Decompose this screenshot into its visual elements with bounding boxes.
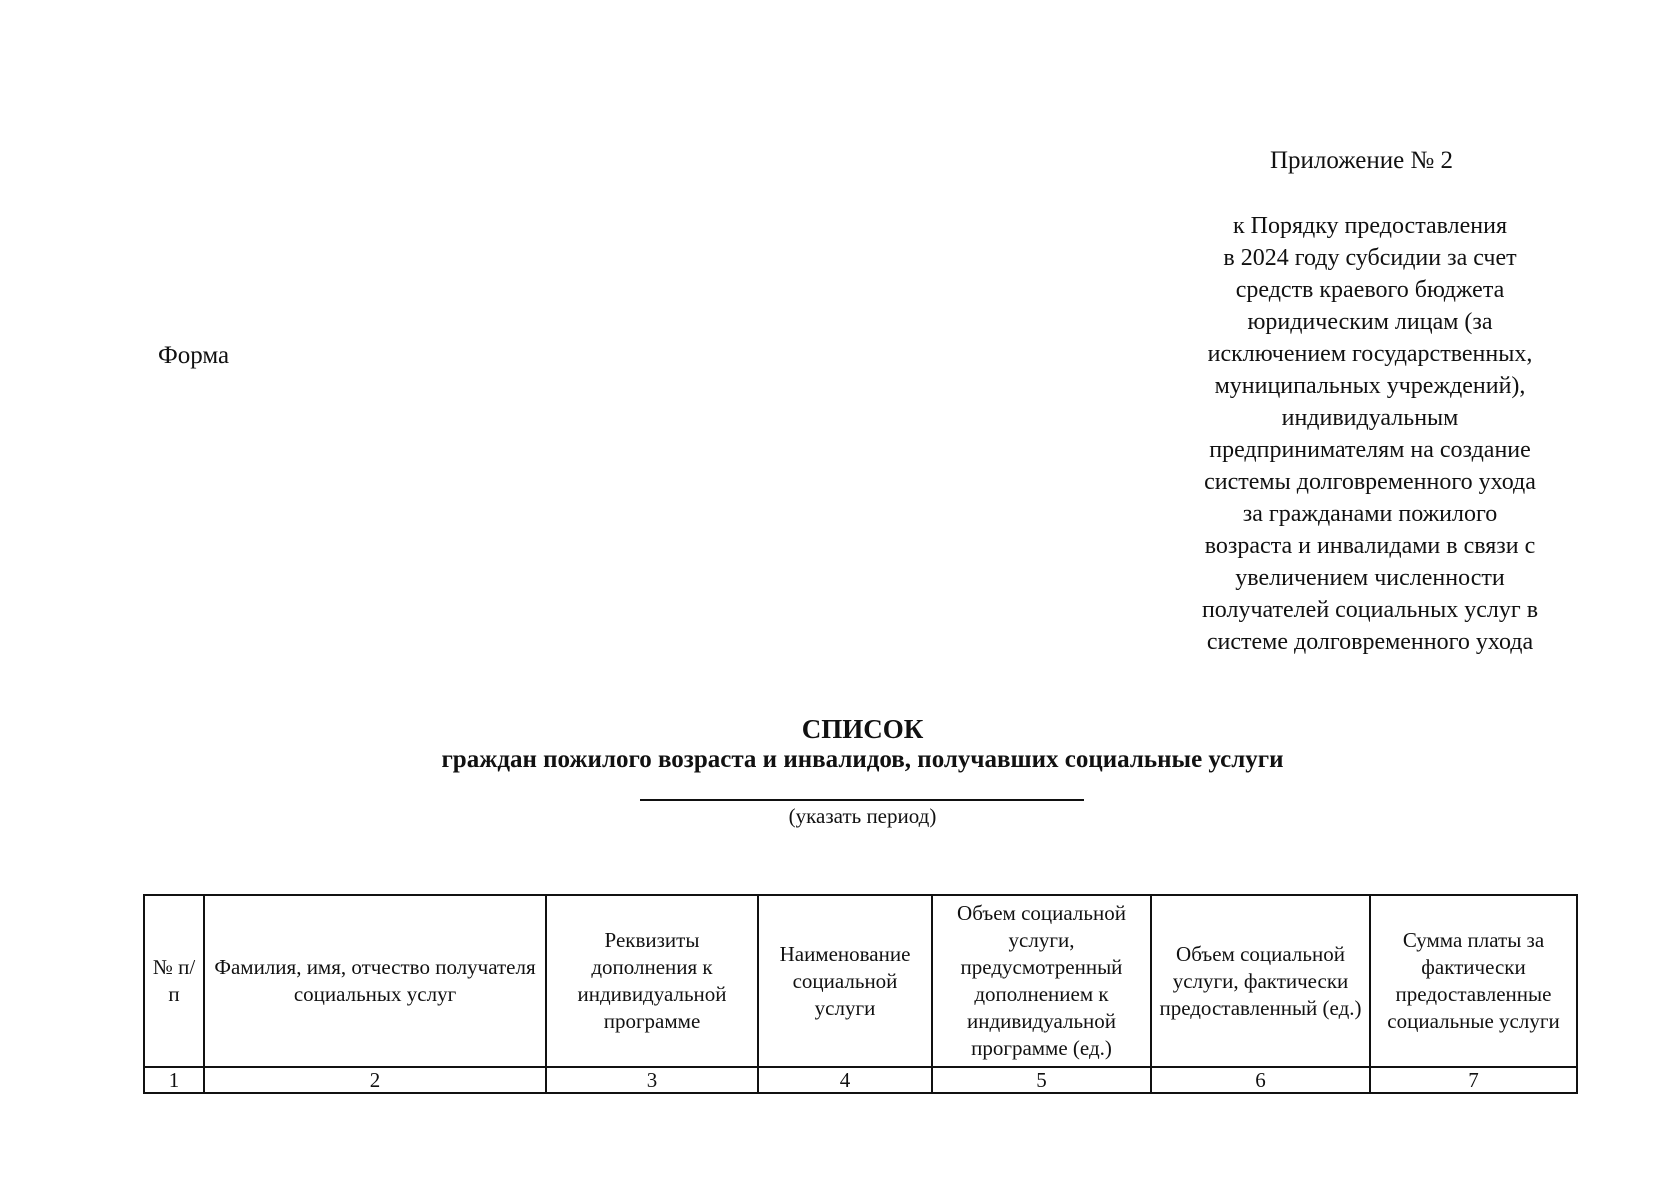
appendix-line: предпринимателям на создание [1209,437,1531,463]
column-number-cell: 3 [546,1067,758,1093]
column-header-supplement-details: Реквизиты дополнения к индивидуальной программе [546,895,758,1067]
column-header-actual-volume: Объем социальной услуги, фактически предоставленный (ед.) [1151,895,1370,1067]
appendix-line: средств краевого бюджета [1235,277,1505,303]
column-header-number: № п/п [144,895,204,1067]
appendix-text [1160,210,1580,658]
column-header-payment-amount: Сумма платы за фактически предоставленные социальные услуги [1370,895,1577,1067]
appendix-line: в 2024 году субсидии за счет [1223,245,1517,271]
appendix-line: юридическим лицам (за [1247,309,1493,335]
appendix-line: увеличением численности [1235,565,1505,591]
appendix-line: исключением государственных, [1207,341,1533,367]
column-header-planned-volume: Объем социальной услуги, предусмотренный дополнением к индивидуальной программе (ед.) [932,895,1151,1067]
column-number-cell: 1 [144,1067,204,1093]
column-number-cell: 6 [1151,1067,1370,1093]
document-subtitle: граждан пожилого возраста и инвалидов, получавших социальные услуги [441,746,1284,773]
appendix-title: Приложение № 2 [1270,147,1454,174]
column-number-cell: 4 [758,1067,932,1093]
document-title: СПИСОК [801,714,924,744]
appendix-line: возраста и инвалидами в связи с [1204,533,1536,559]
appendix-line: за гражданами пожилого [1242,501,1498,527]
recipients-table [143,894,1578,1094]
appendix-line: системы долговременного ухода [1204,469,1536,495]
appendix-line: муниципальных учреждений), [1214,373,1526,399]
appendix-line: индивидуальным [1281,405,1459,431]
table-header-row [144,895,1577,1067]
column-numbering-row [144,1067,1577,1093]
appendix-line: получателей социальных услуг в [1201,597,1539,623]
form-label: Форма [158,342,230,369]
column-number-cell: 5 [932,1067,1151,1093]
column-number-cell: 2 [204,1067,546,1093]
appendix-line: системе долговременного ухода [1206,629,1534,655]
column-header-full-name: Фамилия, имя, отчество получателя социальных услуг [204,895,546,1067]
column-number-cell: 7 [1370,1067,1577,1093]
column-header-service-name: Наименование социальной услуги [758,895,932,1067]
period-input-line[interactable] [640,799,1084,801]
appendix-line: к Порядку предоставления [1232,213,1507,239]
period-caption: (указать период) [788,804,937,828]
